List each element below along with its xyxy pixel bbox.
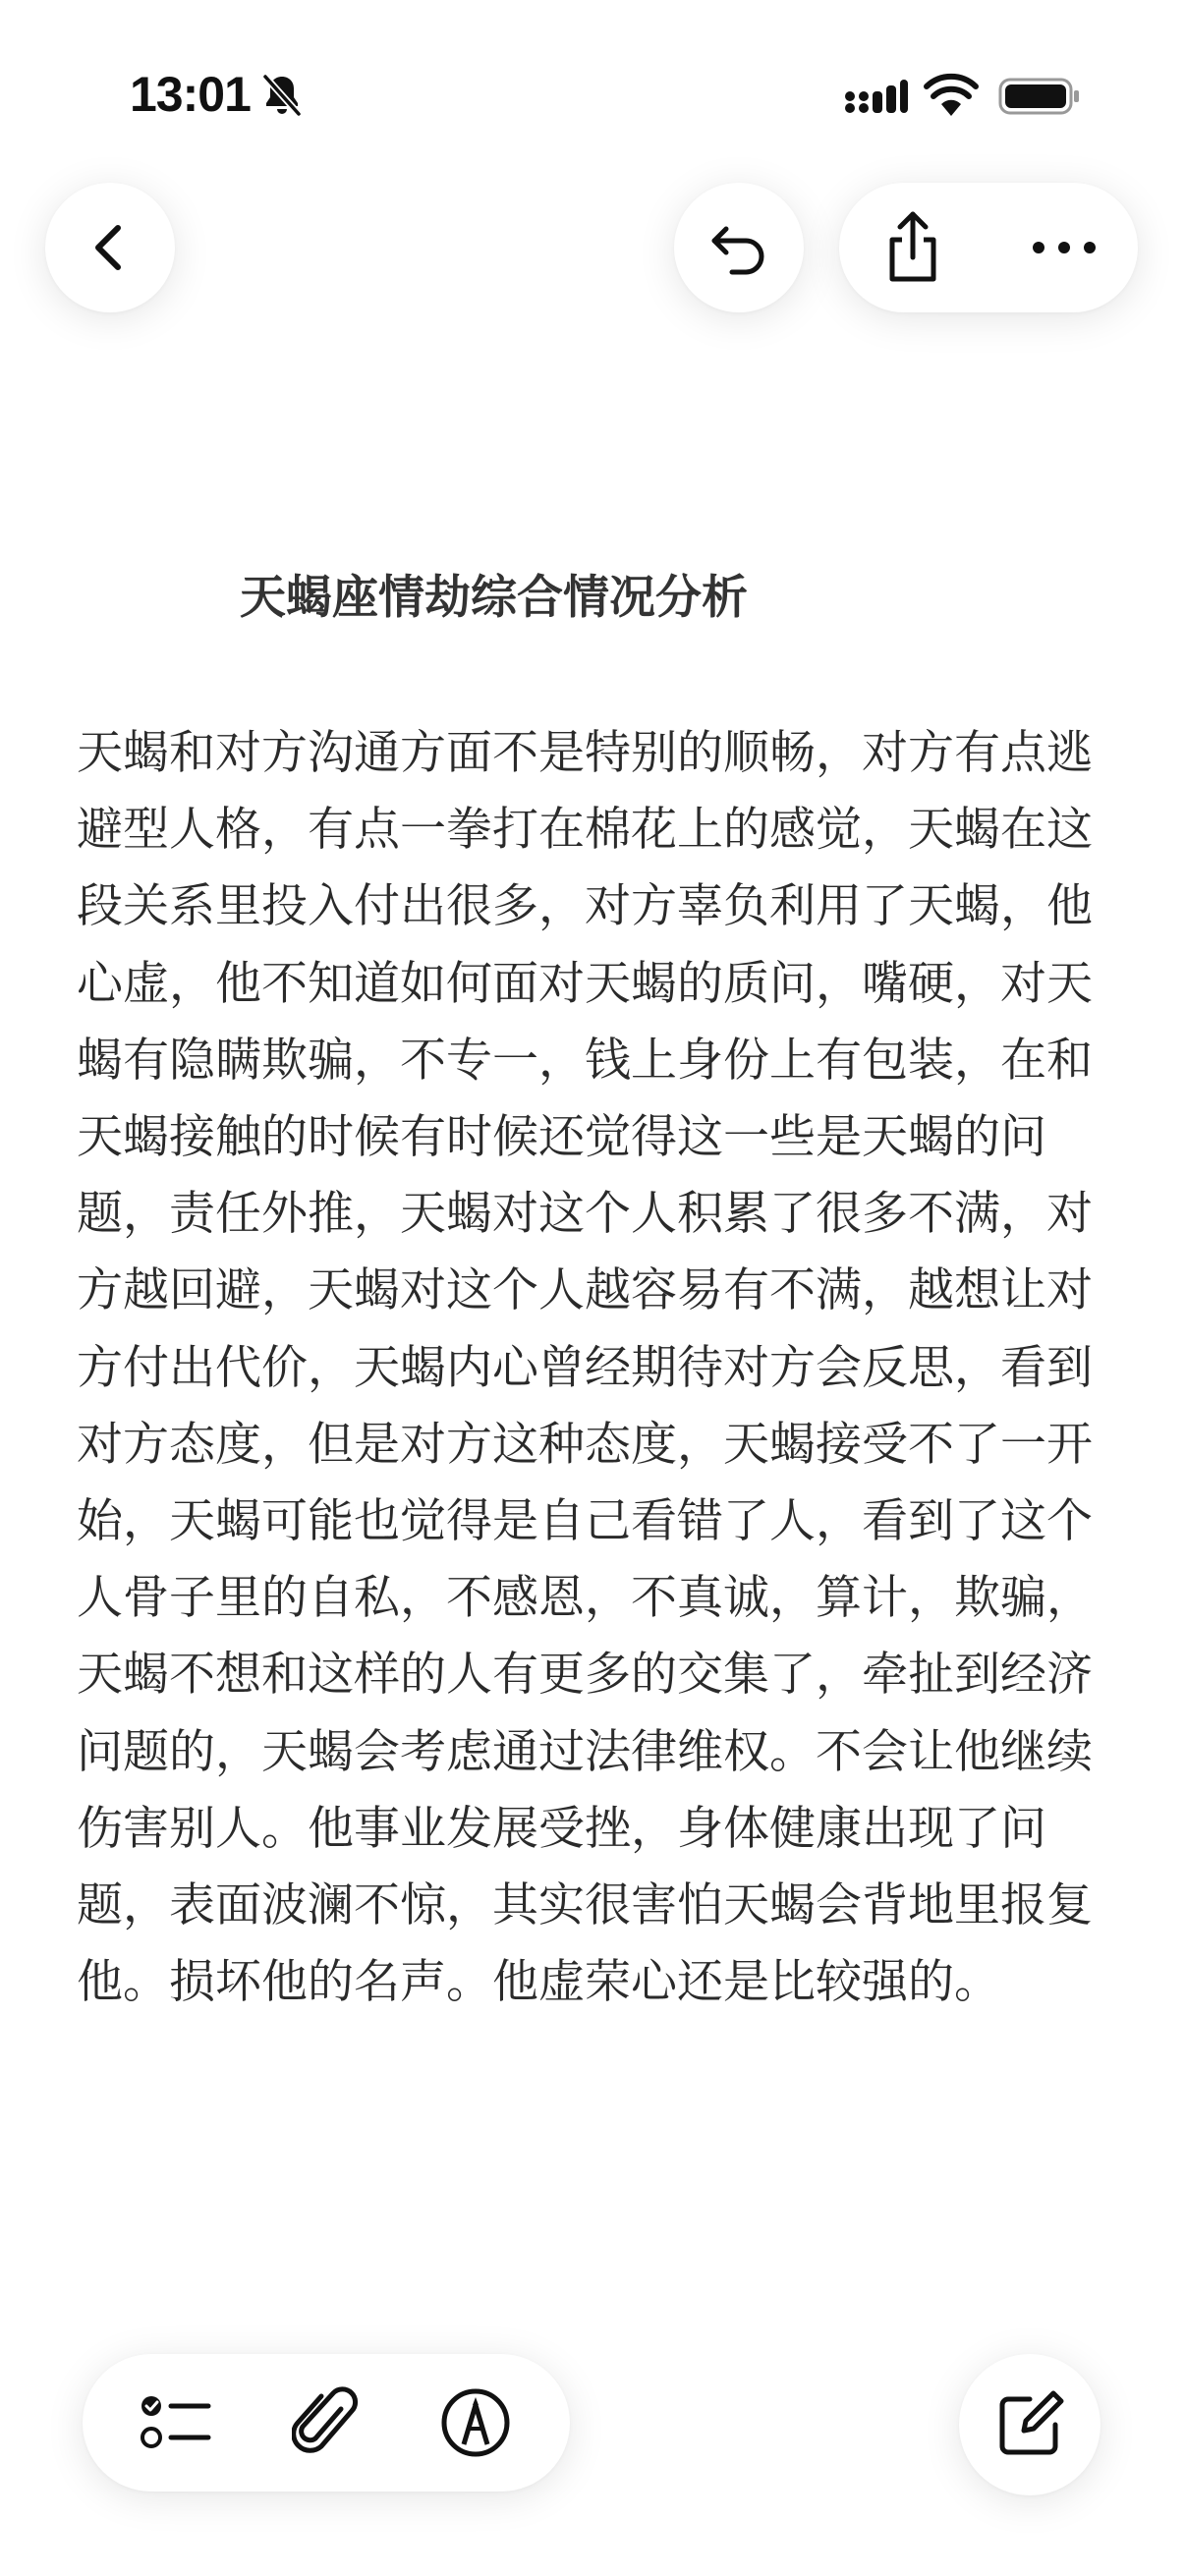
battery-icon <box>998 77 1081 116</box>
chevron-left-icon <box>81 218 140 277</box>
markup-button[interactable] <box>431 2379 520 2467</box>
share-icon <box>878 208 947 287</box>
top-actions-pill <box>839 183 1138 312</box>
share-button[interactable] <box>869 203 957 292</box>
bell-slash-icon <box>257 71 307 120</box>
undo-button[interactable] <box>674 183 804 312</box>
bottom-toolbar <box>83 2354 570 2492</box>
signal-icon <box>843 77 908 118</box>
more-button[interactable] <box>1020 203 1108 292</box>
note-body[interactable]: 天蝎和对方沟通方面不是特别的顺畅，对方有点逃避型人格，有点一拳打在棉花上的感觉，天蝎在这段关系里投入付出很多，对方辜负利用了天蝎，他心虚，他不知道如何面对天蝎的质问，嘴硬，对天蝎有隐瞒欺骗，不专一，钱上身份上有包装，在和天蝎接触的时候有时候还觉得这一些是天蝎的问题，责任外推，天蝎对这个人积累了很多不满，对方越回避，天蝎对这个人越容易有不满，越想让对方付出代价，天蝎内心曾经期待对方会反思，看到对方态度，但是对方这种态度，天蝎接受不了一开始，天蝎可能也觉得是自己看错了人，看到了这个人骨子里的自私，不感恩，不真诚，算计，欺骗，天蝎不想和这样的人有更多的交集了，牵扯到经济问题的，天蝎会考虑通过法律维权。不会让他继续伤害别人。他事业发展受挫，身体健康出现了问题，表面波澜不惊，其实很害怕天蝎会背地里报复他。损坏他的名声。他虚荣心还是比较强的。 <box>77 726 1093 2010</box>
more-icon <box>1030 238 1099 257</box>
back-button[interactable] <box>45 183 175 312</box>
checklist-button[interactable] <box>133 2379 221 2467</box>
markup-pen-icon <box>436 2383 515 2462</box>
checklist-icon <box>138 2388 216 2457</box>
status-bar <box>0 0 1185 187</box>
compose-icon <box>990 2385 1069 2464</box>
undo-icon <box>705 213 773 282</box>
attachment-button[interactable] <box>282 2379 370 2467</box>
compose-button[interactable] <box>959 2354 1100 2495</box>
wifi-icon <box>924 73 979 118</box>
status-time: 13:01 <box>130 67 251 122</box>
paperclip-icon <box>292 2383 361 2462</box>
note-title[interactable]: 天蝎座情劫综合情况分析 <box>240 571 748 625</box>
